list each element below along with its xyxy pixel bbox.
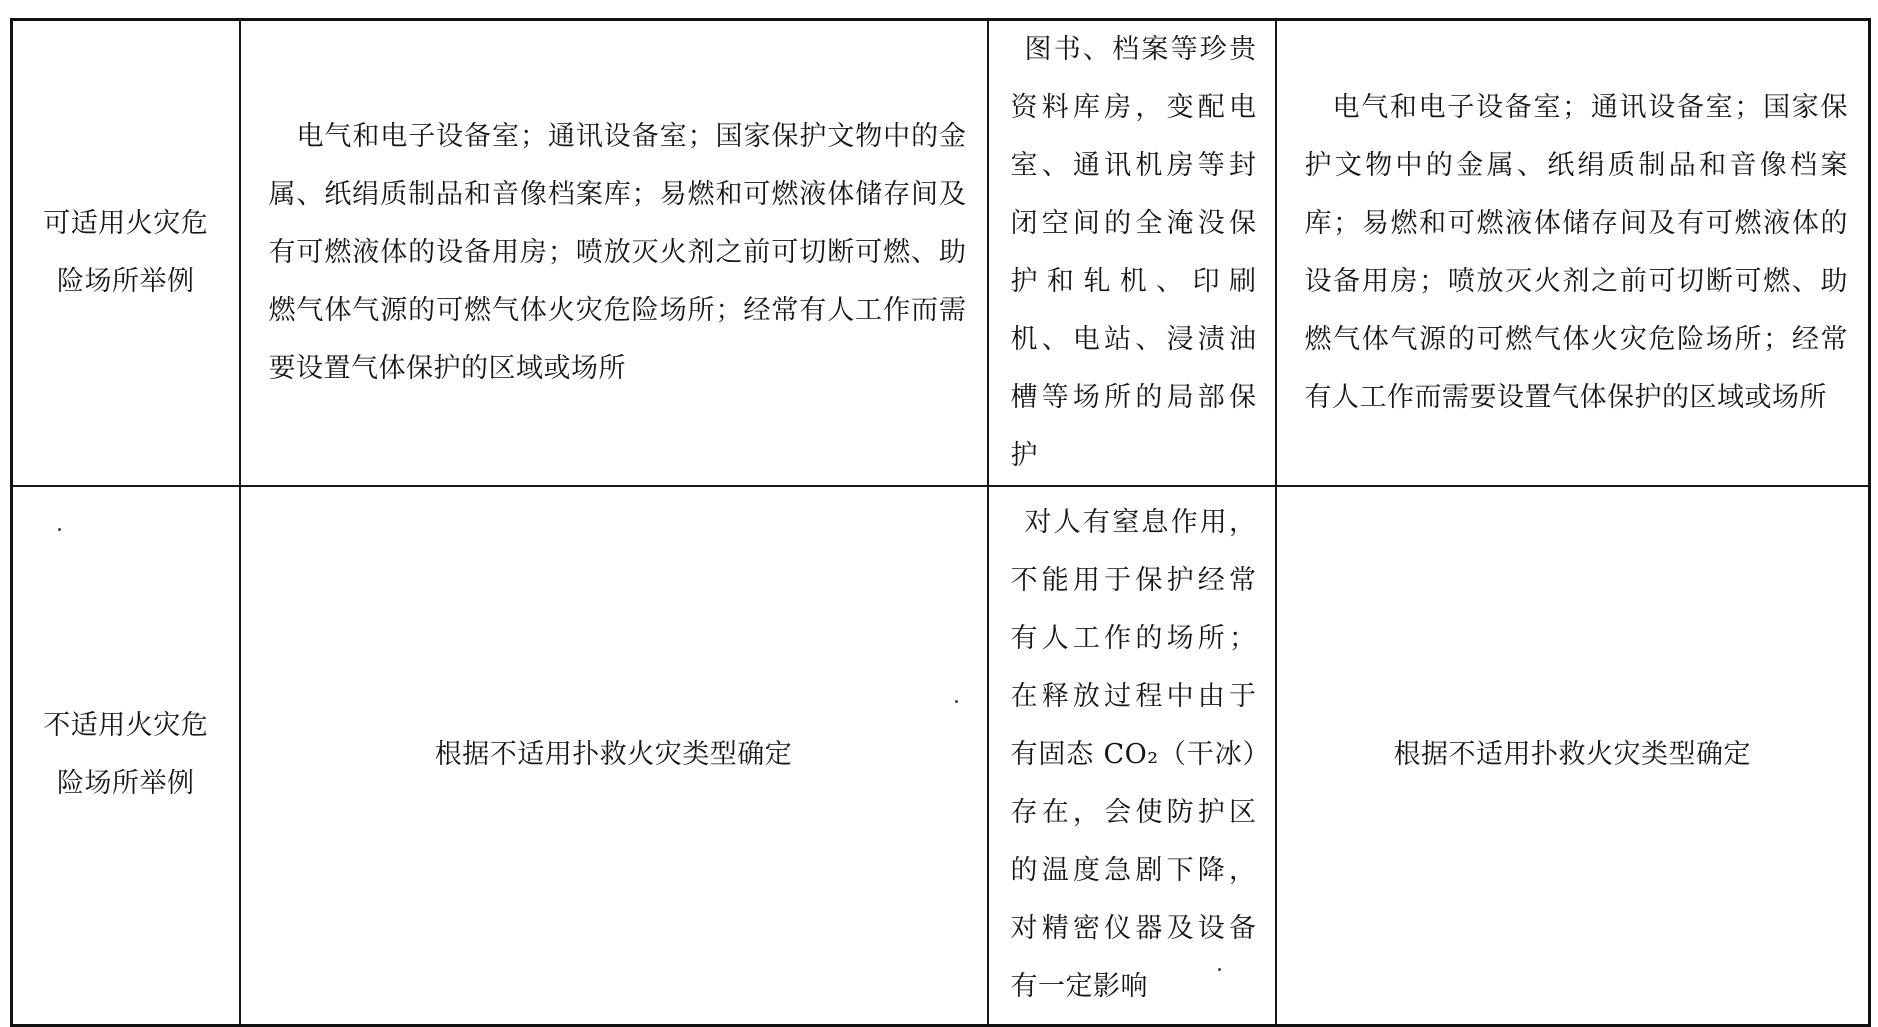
- cell-applicable-col2-text: 图书、档案等珍贵资料库房，变配电室、通讯机房等封闭空间的全淹没保护和轧机、印刷机、电站、浸渍油槽等场所的局部保护: [1010, 34, 1257, 471]
- cell-not-applicable-col3: [1276, 486, 1870, 1025]
- fire-suppression-table: [10, 18, 1871, 1027]
- row-label-not-applicable-text: 不适用火灾危险场所举例: [43, 710, 209, 800]
- table-row-applicable: [12, 20, 1870, 487]
- cell-not-applicable-col2: [988, 486, 1276, 1025]
- table-frame: [10, 18, 1868, 1003]
- scan-speck: [955, 700, 958, 703]
- scan-speck: [58, 528, 61, 531]
- cell-applicable-col3: [1276, 20, 1870, 487]
- row-label-applicable-text: 可适用火灾危险场所举例: [43, 208, 209, 297]
- row-label-not-applicable: [12, 486, 240, 1025]
- scan-speck: [1218, 968, 1221, 971]
- cell-applicable-col1-text: 电气和电子设备室；通讯设备室；国家保护文物中的金属、纸绢质制品和音像档案库；易燃和可燃液体储存间及有可燃液体的设备用房；喷放灭火剂之前可切断可燃、助燃气体气源的可燃气体火灾危险场所；经常有人工作而需要设置气体保护的区域或场所: [268, 121, 967, 384]
- cell-not-applicable-col2-text: 对人有窒息作用，不能用于保护经常有人工作的场所；在释放过程中由于有固态 CO₂（干冰）存在，会使防护区的温度急剧下降，对精密仪器及设备有一定影响: [1010, 507, 1257, 1003]
- row-label-applicable: [12, 20, 240, 487]
- cell-not-applicable-col3-text: 根据不适用扑救火灾类型确定: [1393, 739, 1751, 771]
- cell-applicable-col1: [240, 20, 988, 487]
- table-row-not-applicable: [12, 486, 1870, 1025]
- cell-not-applicable-col1-text: 根据不适用扑救火灾类型确定: [434, 739, 793, 771]
- cell-not-applicable-col1: [240, 486, 988, 1025]
- cell-applicable-col2: [988, 20, 1276, 487]
- cell-applicable-col3-text: 电气和电子设备室；通讯设备室；国家保护文物中的金属、纸绢质制品和音像档案库；易燃和可燃液体储存间及有可燃液体的设备用房；喷放灭火剂之前可切断可燃、助燃气体气源的可燃气体火灾危险场所；经常有人工作而需要设置气体保护的区域或场所: [1304, 92, 1848, 413]
